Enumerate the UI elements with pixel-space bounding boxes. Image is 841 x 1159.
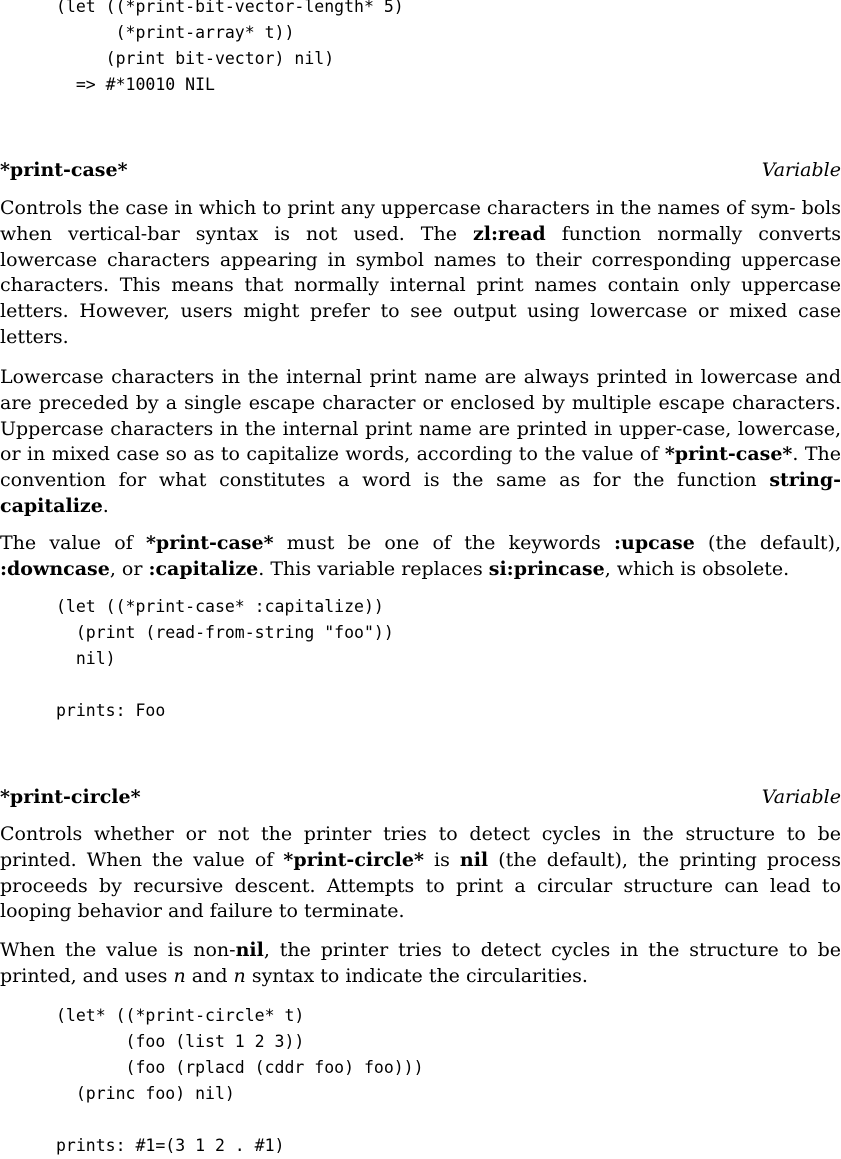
- code-line: nil): [56, 649, 116, 668]
- variable-ref: *print-case*: [146, 532, 274, 554]
- code-line: (foo (rplacd (cddr foo) foo))): [56, 1058, 424, 1077]
- variable-ref: *print-circle*: [283, 848, 424, 871]
- keyword-ref: :upcase: [614, 532, 695, 554]
- keyword-ref: :capitalize: [148, 557, 259, 580]
- code-line: (print bit-vector) nil): [56, 49, 335, 68]
- code-example-print-case: [56, 594, 394, 724]
- function-ref: zl:read: [472, 222, 546, 245]
- code-example-bit-vector: [56, 0, 404, 98]
- code-example-print-circle: [56, 1003, 424, 1159]
- code-line: (princ foo) nil): [56, 1084, 235, 1103]
- code-line: (print (read-from-string "foo")): [56, 623, 394, 642]
- print-case-name: *print-case*: [0, 159, 128, 181]
- print-case-details: Lowercase characters in the internal print name are always printed in lowercase and are preceded by a single escape character or enclosed by multiple escape characters. Uppercase characters in the internal print name are printed in upper-case, lowercase, or in mixed case so as to capitalize words, according to the value of *print-case*. The convention for what constitutes a word is the same as for the function string-capitalize.: [0, 366, 841, 517]
- print-case-kind: Variable: [761, 159, 841, 181]
- constant-ref: nil: [235, 939, 264, 961]
- print-case-description: Controls the case in which to print any uppercase characters in the names of sym- bols when vertical-bar syntax is not used. The zl:read function normally converts lowercase characters appearing in symbol names to their corresponding uppercase characters. This means that normally internal print names contain only uppercase letters. However, users might prefer to see output using lowercase or mixed case letters.: [0, 197, 841, 348]
- syntax-var: n: [173, 964, 186, 987]
- print-case-heading: [0, 157, 841, 183]
- syntax-var: n: [233, 964, 246, 987]
- code-line: => #*10010 NIL: [56, 75, 215, 94]
- code-line: (let* ((*print-circle* t): [56, 1006, 305, 1025]
- function-ref: string-capitalize: [0, 469, 841, 517]
- code-line: (let ((*print-bit-vector-length* 5): [56, 0, 404, 16]
- print-circle-details: When the value is non-nil, the printer tries to detect cycles in the structure to be printed, and uses n and n syntax to indicate the circularities.: [0, 939, 841, 987]
- code-line: (*print-array* t)): [56, 23, 295, 42]
- print-circle-description: Controls whether or not the printer tries to detect cycles in the structure to be printed. When the value of *print-circle* is nil (the default), the printing process proceeds by recursive descent. Attempts to print a circular structure can lead to looping behavior and failure to terminate.: [0, 823, 841, 923]
- code-line: prints: Foo: [56, 701, 166, 720]
- print-circle-name: *print-circle*: [0, 786, 141, 808]
- variable-ref: si:princase: [488, 557, 605, 580]
- print-circle-kind: Variable: [761, 786, 841, 808]
- keyword-ref: :downcase: [0, 557, 110, 580]
- print-case-values: The value of *print-case* must be one of the keywords :upcase (the default), :downcase, or :capitalize. This variable replaces si:princase, which is obsolete.: [0, 532, 841, 580]
- variable-ref: *print-case*: [664, 443, 793, 466]
- code-line: prints: #1=(3 1 2 . #1): [56, 1136, 285, 1155]
- print-circle-heading: [0, 784, 841, 810]
- constant-ref: nil: [459, 848, 489, 871]
- code-line: (foo (list 1 2 3)): [56, 1032, 305, 1051]
- code-line: (let ((*print-case* :capitalize)): [56, 597, 384, 616]
